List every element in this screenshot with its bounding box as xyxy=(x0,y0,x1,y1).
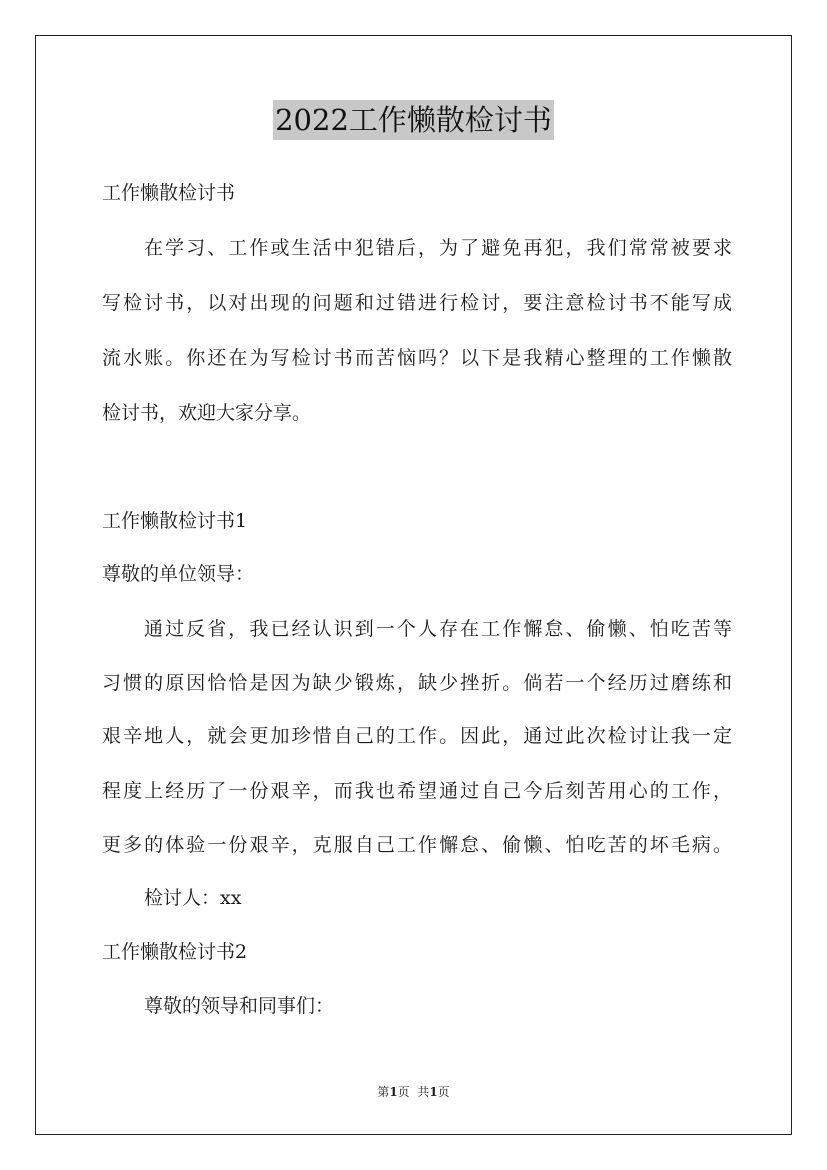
subtitle: 工作懒散检讨书 xyxy=(102,182,236,204)
intro-line-3: 流水账。你还在为写检讨书而苦恼吗？以下是我精心整理的工作懒散 xyxy=(102,347,732,369)
footer-page-prefix: 第 xyxy=(377,1085,390,1099)
section1-body-line-1: 通过反省，我已经认识到一个人存在工作懈怠、偷懒、怕吃苦等 xyxy=(144,618,732,640)
section2-salutation: 尊敬的领导和同事们： xyxy=(144,995,335,1017)
intro-line-1: 在学习、工作或生活中犯错后，为了避免再犯，我们常常被要求 xyxy=(144,237,732,259)
document-title: 2022工作懒散检讨书 xyxy=(273,100,554,140)
page-footer xyxy=(0,1084,827,1100)
intro-line-2: 写检讨书，以对出现的问题和过错进行检讨，要注意检讨书不能写成 xyxy=(102,292,732,314)
footer-page-suffix: 页 xyxy=(437,1085,450,1099)
section1-body-line-5: 更多的体验一份艰辛，克服自己工作懈怠、偷懒、怕吃苦的坏毛病。 xyxy=(102,834,732,856)
section2-heading: 工作懒散检讨书2 xyxy=(102,941,248,963)
footer-page-mid: 页 共 xyxy=(397,1085,430,1099)
title-container xyxy=(0,100,827,140)
section1-body-line-4: 程度上经历了一份艰辛，而我也希望通过自己今后刻苦用心的工作， xyxy=(102,780,732,802)
footer-page-total: 1 xyxy=(429,1085,438,1099)
footer-page-number: 1 xyxy=(389,1085,398,1099)
section1-heading: 工作懒散检讨书1 xyxy=(102,510,248,532)
section1-signature: 检讨人：xx xyxy=(144,887,242,909)
section1-salutation: 尊敬的单位领导： xyxy=(102,563,255,585)
section1-body-line-2: 习惯的原因恰恰是因为缺少锻炼，缺少挫折。倘若一个经历过磨练和 xyxy=(102,672,732,694)
section1-body-line-3: 艰辛地人，就会更加珍惜自己的工作。因此，通过此次检讨让我一定 xyxy=(102,725,732,747)
intro-line-4: 检讨书，欢迎大家分享。 xyxy=(102,402,312,424)
